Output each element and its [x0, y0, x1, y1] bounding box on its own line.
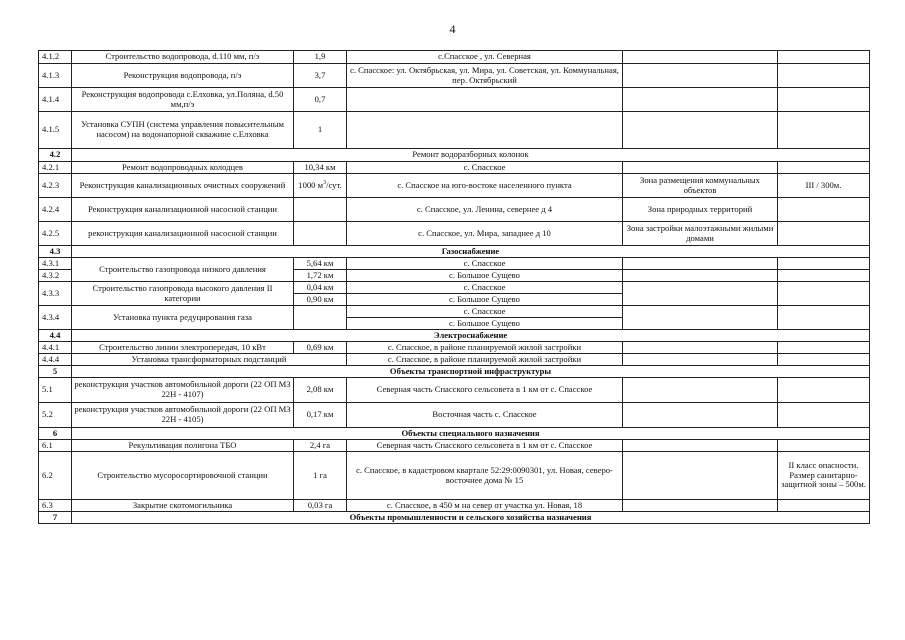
- objects-table: [38, 50, 870, 524]
- object-name: Установка СУПН (система управления повысительным насосом) на водонапорной скважине с.Елховка: [72, 112, 294, 149]
- object-location: с. Большое Сущево: [347, 270, 623, 282]
- object-zone: [623, 162, 778, 174]
- object-location: с. Спасское: ул. Октябрьская, ул. Мира, ул. Советская, ул. Коммунальная, пер. Октябрьский: [347, 64, 623, 88]
- table-row: [39, 112, 870, 149]
- section-title: Электроснабжение: [72, 330, 870, 342]
- object-extra: [778, 306, 870, 330]
- table-row: [39, 500, 870, 512]
- object-value: 1,9: [294, 51, 347, 64]
- page-number: 4: [449, 22, 456, 36]
- object-location: с. Большое Сущево: [347, 294, 623, 306]
- object-value: 3,7: [294, 64, 347, 88]
- object-value: 0,90 км: [294, 294, 347, 306]
- section-number: 4.4: [39, 330, 72, 342]
- table-row: [39, 198, 870, 222]
- table-row: [39, 452, 870, 500]
- row-number: 4.2.4: [39, 198, 72, 222]
- object-value: 0,69 км: [294, 342, 347, 354]
- object-name: реконструкция канализационной насосной станции: [72, 222, 294, 246]
- object-extra: [778, 354, 870, 366]
- table-row: [39, 306, 870, 318]
- object-name: Строительство газопровода высокого давления II категории: [72, 282, 294, 306]
- object-extra: [778, 88, 870, 112]
- object-zone: [623, 64, 778, 88]
- object-extra: III / 300м.: [778, 174, 870, 198]
- object-name: Рекультивация полигона ТБО: [72, 440, 294, 452]
- object-extra: [778, 342, 870, 354]
- row-number: 4.2.3: [39, 174, 72, 198]
- row-number: 4.3.3: [39, 282, 72, 306]
- object-name: Реконструкция водопровода с.Елховка, ул.Поляна, d.50 мм,п/э: [72, 88, 294, 112]
- object-name: Строительство мусоросортировочной станции: [72, 452, 294, 500]
- object-extra: [778, 282, 870, 306]
- value-superscript: 3: [323, 179, 327, 186]
- object-extra: [778, 403, 870, 428]
- object-location: Северная часть Спасского сельсовета в 1 км от с. Спасское: [347, 440, 623, 452]
- row-number: 4.1.5: [39, 112, 72, 149]
- section-title: Объекты специального назначения: [72, 428, 870, 440]
- object-location: с.Спасское , ул. Северная: [347, 51, 623, 64]
- object-name: Строительство водопровода, d.110 мм, п/э: [72, 51, 294, 64]
- object-name: Реконструкция канализационных очистных сооружений: [72, 174, 294, 198]
- object-extra: [778, 112, 870, 149]
- object-value: 1,72 км: [294, 270, 347, 282]
- object-name: реконструкция участков автомобильной дороги (22 ОП МЗ 22Н - 4105): [72, 403, 294, 428]
- section-number: 6: [39, 428, 72, 440]
- object-extra: [778, 198, 870, 222]
- object-value: [294, 198, 347, 222]
- object-name: Установка пункта редуцирования газа: [72, 306, 294, 330]
- object-extra: [778, 378, 870, 403]
- object-location: с. Спасское: [347, 282, 623, 294]
- object-name: Установка трансформаторных подстанций: [72, 354, 347, 366]
- table-row: [39, 222, 870, 246]
- object-location: с. Спасское, в районе планируемой жилой застройки: [347, 342, 623, 354]
- row-number: 4.1.2: [39, 51, 72, 64]
- object-value: 0,17 км: [294, 403, 347, 428]
- object-location: с. Спасское: [347, 162, 623, 174]
- object-location: с. Спасское, в 450 м на север от участка ул. Новая, 18: [347, 500, 623, 512]
- object-location: [347, 112, 623, 149]
- table-row: [39, 162, 870, 174]
- table-row: [39, 282, 870, 294]
- object-location: Северная часть Спасского сельсовета в 1 км от с. Спасское: [347, 378, 623, 403]
- object-extra: II класс опасности. Размер санитарно-защитной зоны – 500м.: [778, 452, 870, 500]
- object-extra: [778, 440, 870, 452]
- section-title: Объекты промышленности и сельского хозяйства назначения: [72, 512, 870, 524]
- row-number: 4.3.1: [39, 258, 72, 270]
- object-zone: [623, 282, 778, 306]
- row-number: 6.1: [39, 440, 72, 452]
- object-extra: [778, 222, 870, 246]
- object-value: 10,34 км: [294, 162, 347, 174]
- object-location: с. Спасское, в районе планируемой жилой застройки: [347, 354, 623, 366]
- section-row: [39, 330, 870, 342]
- row-number: 4.4.4: [39, 354, 72, 366]
- section-title: Объекты транспортной инфраструктуры: [72, 366, 870, 378]
- table-row: [39, 403, 870, 428]
- object-extra: [778, 500, 870, 512]
- object-zone: [623, 88, 778, 112]
- value-unit: /сут.: [326, 179, 342, 190]
- table-row: [39, 258, 870, 270]
- section-number: 5: [39, 366, 72, 378]
- object-zone: [623, 306, 778, 330]
- object-name: Строительство линии электропередач, 10 кВт: [72, 342, 294, 354]
- row-number: 5.1: [39, 378, 72, 403]
- object-extra: [778, 64, 870, 88]
- object-value: 1: [294, 112, 347, 149]
- object-extra: [778, 258, 870, 270]
- object-name: реконструкция участков автомобильной дороги (22 ОП МЗ 22Н - 4107): [72, 378, 294, 403]
- table-row: [39, 64, 870, 88]
- row-number: 4.3.4: [39, 306, 72, 330]
- object-value: 5,64 км: [294, 258, 347, 270]
- section-title: Газоснабжение: [72, 246, 870, 258]
- section-row: [39, 246, 870, 258]
- object-location: [347, 88, 623, 112]
- row-number: 6.2: [39, 452, 72, 500]
- object-zone: [623, 378, 778, 403]
- table-row: [39, 378, 870, 403]
- object-zone: [623, 51, 778, 64]
- object-location: Восточная часть с. Спасское: [347, 403, 623, 428]
- object-value: 0,04 км: [294, 282, 347, 294]
- table-row: [39, 440, 870, 452]
- object-zone: Зона размещения коммунальных объектов: [623, 174, 778, 198]
- object-value: [294, 222, 347, 246]
- object-value: [294, 306, 347, 330]
- section-number: 7: [39, 512, 72, 524]
- object-extra: [778, 270, 870, 282]
- row-number: 4.2.5: [39, 222, 72, 246]
- object-value: 2,08 км: [294, 378, 347, 403]
- object-location: с. Спасское: [347, 306, 623, 318]
- object-name: Реконструкция водопровода, п/э: [72, 64, 294, 88]
- object-zone: [623, 452, 778, 500]
- object-name: Реконструкция канализационной насосной станции: [72, 198, 294, 222]
- object-zone: [623, 440, 778, 452]
- section-number: 4.2: [39, 149, 72, 162]
- section-title: Ремонт водоразборных колонок: [72, 149, 870, 162]
- section-row: [39, 149, 870, 162]
- object-location: с. Спасское, ул. Мира, западнее д 10: [347, 222, 623, 246]
- object-zone: Зона застройки малоэтажными жилыми домами: [623, 222, 778, 246]
- table-row: [39, 354, 870, 366]
- object-zone: [623, 258, 778, 270]
- table-row: [39, 88, 870, 112]
- object-zone: Зона природных территорий: [623, 198, 778, 222]
- object-location: с. Спасское, ул. Ленина, севернее д 4: [347, 198, 623, 222]
- row-number: 4.3.2: [39, 270, 72, 282]
- object-zone: [623, 403, 778, 428]
- object-value: [294, 174, 347, 198]
- row-number: 6.3: [39, 500, 72, 512]
- table-row: [39, 342, 870, 354]
- section-number: 4.3: [39, 246, 72, 258]
- object-location: с. Спасское на юго-востоке населенного пункта: [347, 174, 623, 198]
- object-name: Закрытие скотомогильника: [72, 500, 294, 512]
- section-row: [39, 366, 870, 378]
- section-row: [39, 512, 870, 524]
- object-name: Ремонт водопроводных колодцев: [72, 162, 294, 174]
- row-number: 4.4.1: [39, 342, 72, 354]
- object-value: 0,7: [294, 88, 347, 112]
- row-number: 4.2.1: [39, 162, 72, 174]
- row-number: 5.2: [39, 403, 72, 428]
- object-name: Строительство газопровода низкого давления: [72, 258, 294, 282]
- object-location: с. Спасское, в кадастровом квартале 52:29:0090301, ул. Новая, северо-восточнее дома № 15: [347, 452, 623, 500]
- object-location: с. Большое Сущево: [347, 318, 623, 330]
- object-value: 1 га: [294, 452, 347, 500]
- row-number: 4.1.4: [39, 88, 72, 112]
- object-location: с. Спасское: [347, 258, 623, 270]
- object-extra: [778, 51, 870, 64]
- object-zone: [623, 112, 778, 149]
- object-value: 0,03 га: [294, 500, 347, 512]
- value-main: 1000 м: [298, 179, 324, 190]
- object-zone: [623, 342, 778, 354]
- object-extra: [778, 162, 870, 174]
- object-value: 2,4 га: [294, 440, 347, 452]
- object-zone: [623, 270, 778, 282]
- object-zone: [623, 354, 778, 366]
- table-row: [39, 51, 870, 64]
- table-row: [39, 174, 870, 198]
- object-zone: [623, 500, 778, 512]
- section-row: [39, 428, 870, 440]
- row-number: 4.1.3: [39, 64, 72, 88]
